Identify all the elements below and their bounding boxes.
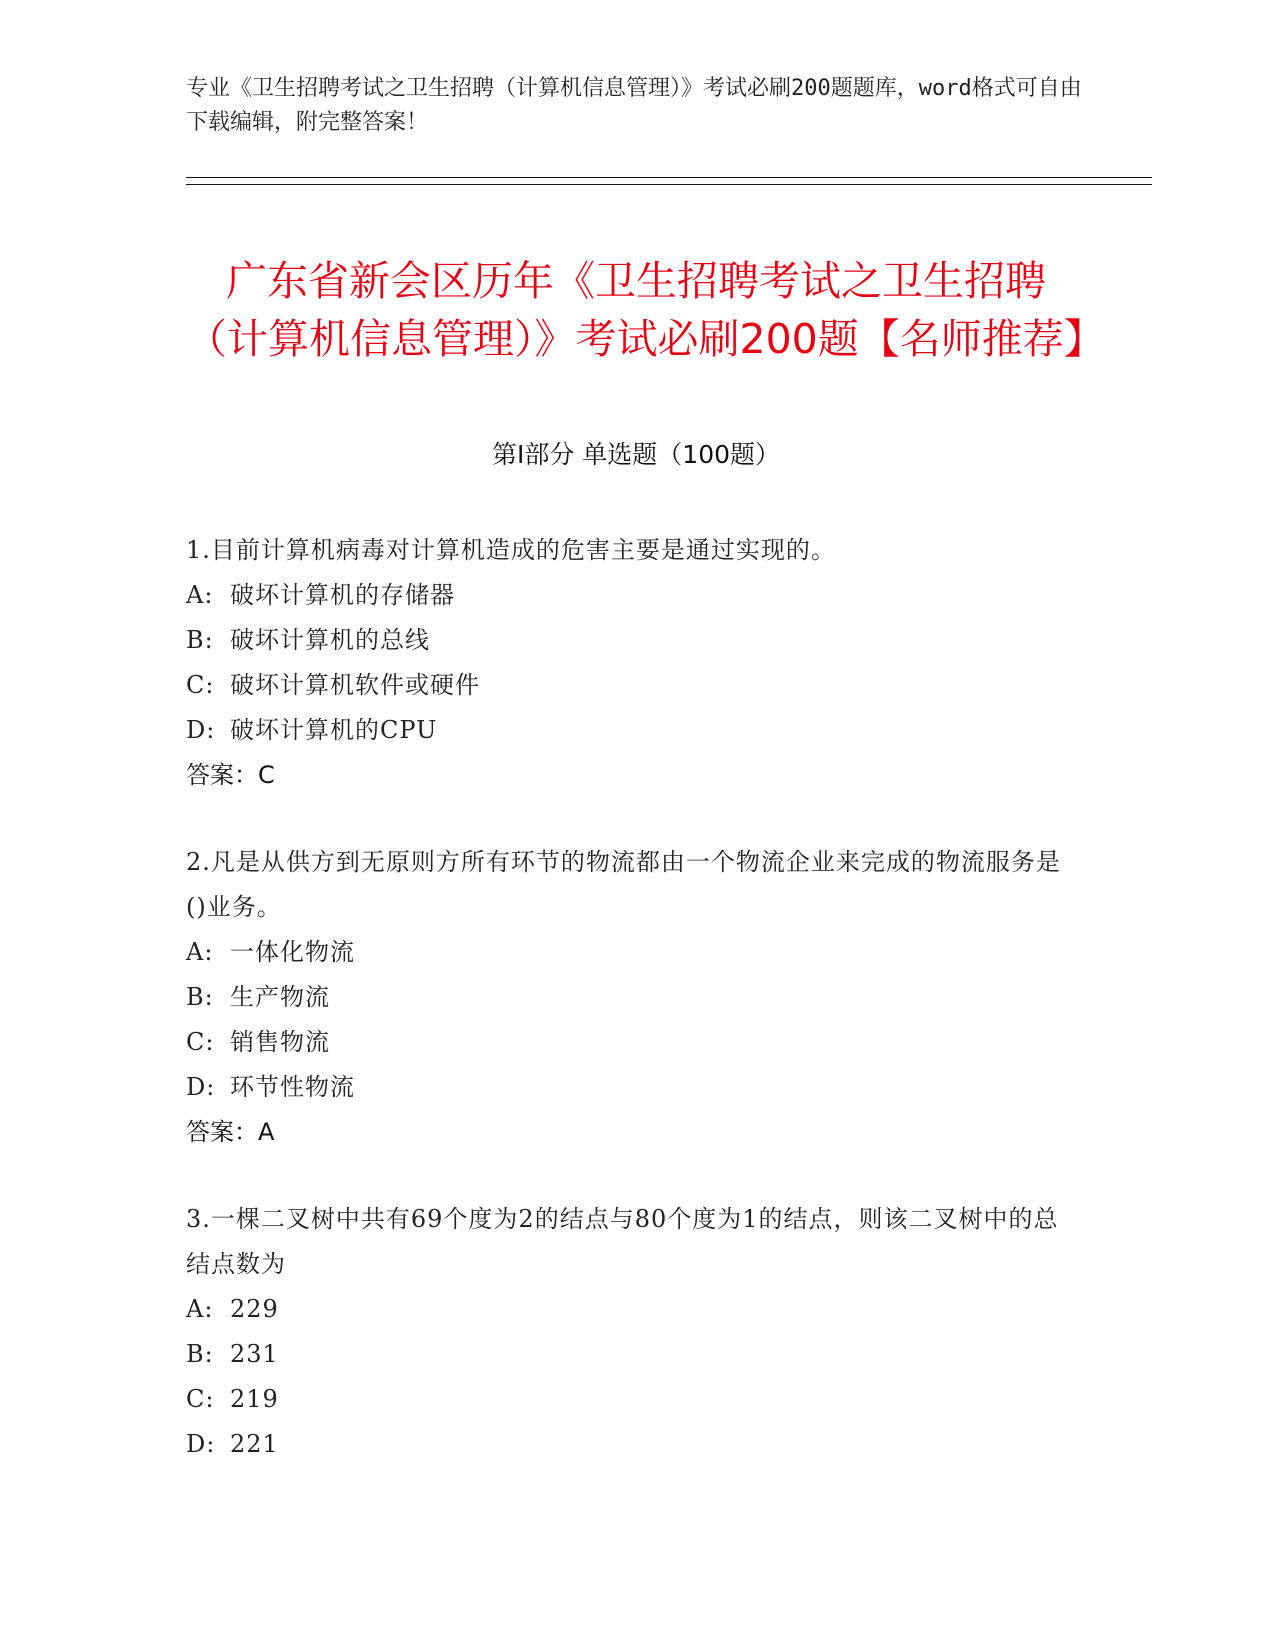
option-letter: C:	[186, 1028, 215, 1056]
header-note: 专业《卫生招聘考试之卫生招聘（计算机信息管理）》考试必刷200题题库，word格式可自由下载编辑，附完整答案！	[186, 76, 1082, 135]
option-a	[186, 1287, 1066, 1332]
option-text: 破坏计算机软件或硬件	[230, 671, 480, 699]
answer-line: 答案：A	[186, 1118, 275, 1146]
document-title: 广东省新会区历年《卫生招聘考试之卫生招聘（计算机信息管理）》考试必刷200题【名师推荐】	[186, 257, 1105, 364]
option-c	[186, 1020, 1066, 1065]
header-rule-top	[186, 177, 1152, 178]
option-text: 221	[230, 1430, 279, 1458]
option-c	[186, 1377, 1066, 1422]
option-letter: B:	[186, 1340, 214, 1368]
option-text: 229	[230, 1295, 279, 1323]
question-stem: 1.目前计算机病毒对计算机造成的危害主要是通过实现的。	[186, 536, 836, 564]
question-stem: 2.凡是从供方到无原则方所有环节的物流都由一个物流企业来完成的物流服务是()业务。	[186, 848, 1061, 921]
option-d	[186, 1065, 1066, 1110]
option-text: 生产物流	[230, 983, 330, 1011]
answer-line: 答案：C	[186, 761, 275, 789]
question-2	[186, 840, 1066, 1155]
question-1	[186, 528, 1066, 798]
option-text: 231	[230, 1340, 279, 1368]
question-3	[186, 1197, 1066, 1467]
option-b	[186, 618, 1066, 663]
option-b	[186, 975, 1066, 1020]
header-rule-bottom	[186, 184, 1152, 185]
option-letter: D:	[186, 716, 216, 744]
option-b	[186, 1332, 1066, 1377]
option-text: 破坏计算机的总线	[230, 626, 430, 654]
option-text: 破坏计算机的CPU	[230, 716, 438, 744]
question-stem: 3.一棵二叉树中共有69个度为2的结点与80个度为1的结点，则该二叉树中的总结点数为	[186, 1205, 1059, 1278]
option-text: 环节性物流	[230, 1073, 355, 1101]
option-a	[186, 573, 1066, 618]
section-heading: 第I部分 单选题（100题）	[491, 440, 781, 469]
option-text: 销售物流	[230, 1028, 330, 1056]
option-a	[186, 930, 1066, 975]
option-d	[186, 1422, 1066, 1467]
option-d	[186, 708, 1066, 753]
option-text: 219	[230, 1385, 279, 1413]
option-text: 破坏计算机的存储器	[230, 581, 455, 609]
option-letter: D:	[186, 1430, 216, 1458]
option-letter: A:	[186, 938, 214, 966]
option-letter: A:	[186, 1295, 214, 1323]
option-letter: C:	[186, 1385, 215, 1413]
option-letter: D:	[186, 1073, 216, 1101]
option-letter: B:	[186, 626, 214, 654]
option-text: 一体化物流	[230, 938, 355, 966]
option-c	[186, 663, 1066, 708]
option-letter: A:	[186, 581, 214, 609]
question-list	[186, 528, 1066, 1509]
option-letter: C:	[186, 671, 215, 699]
option-letter: B:	[186, 983, 214, 1011]
